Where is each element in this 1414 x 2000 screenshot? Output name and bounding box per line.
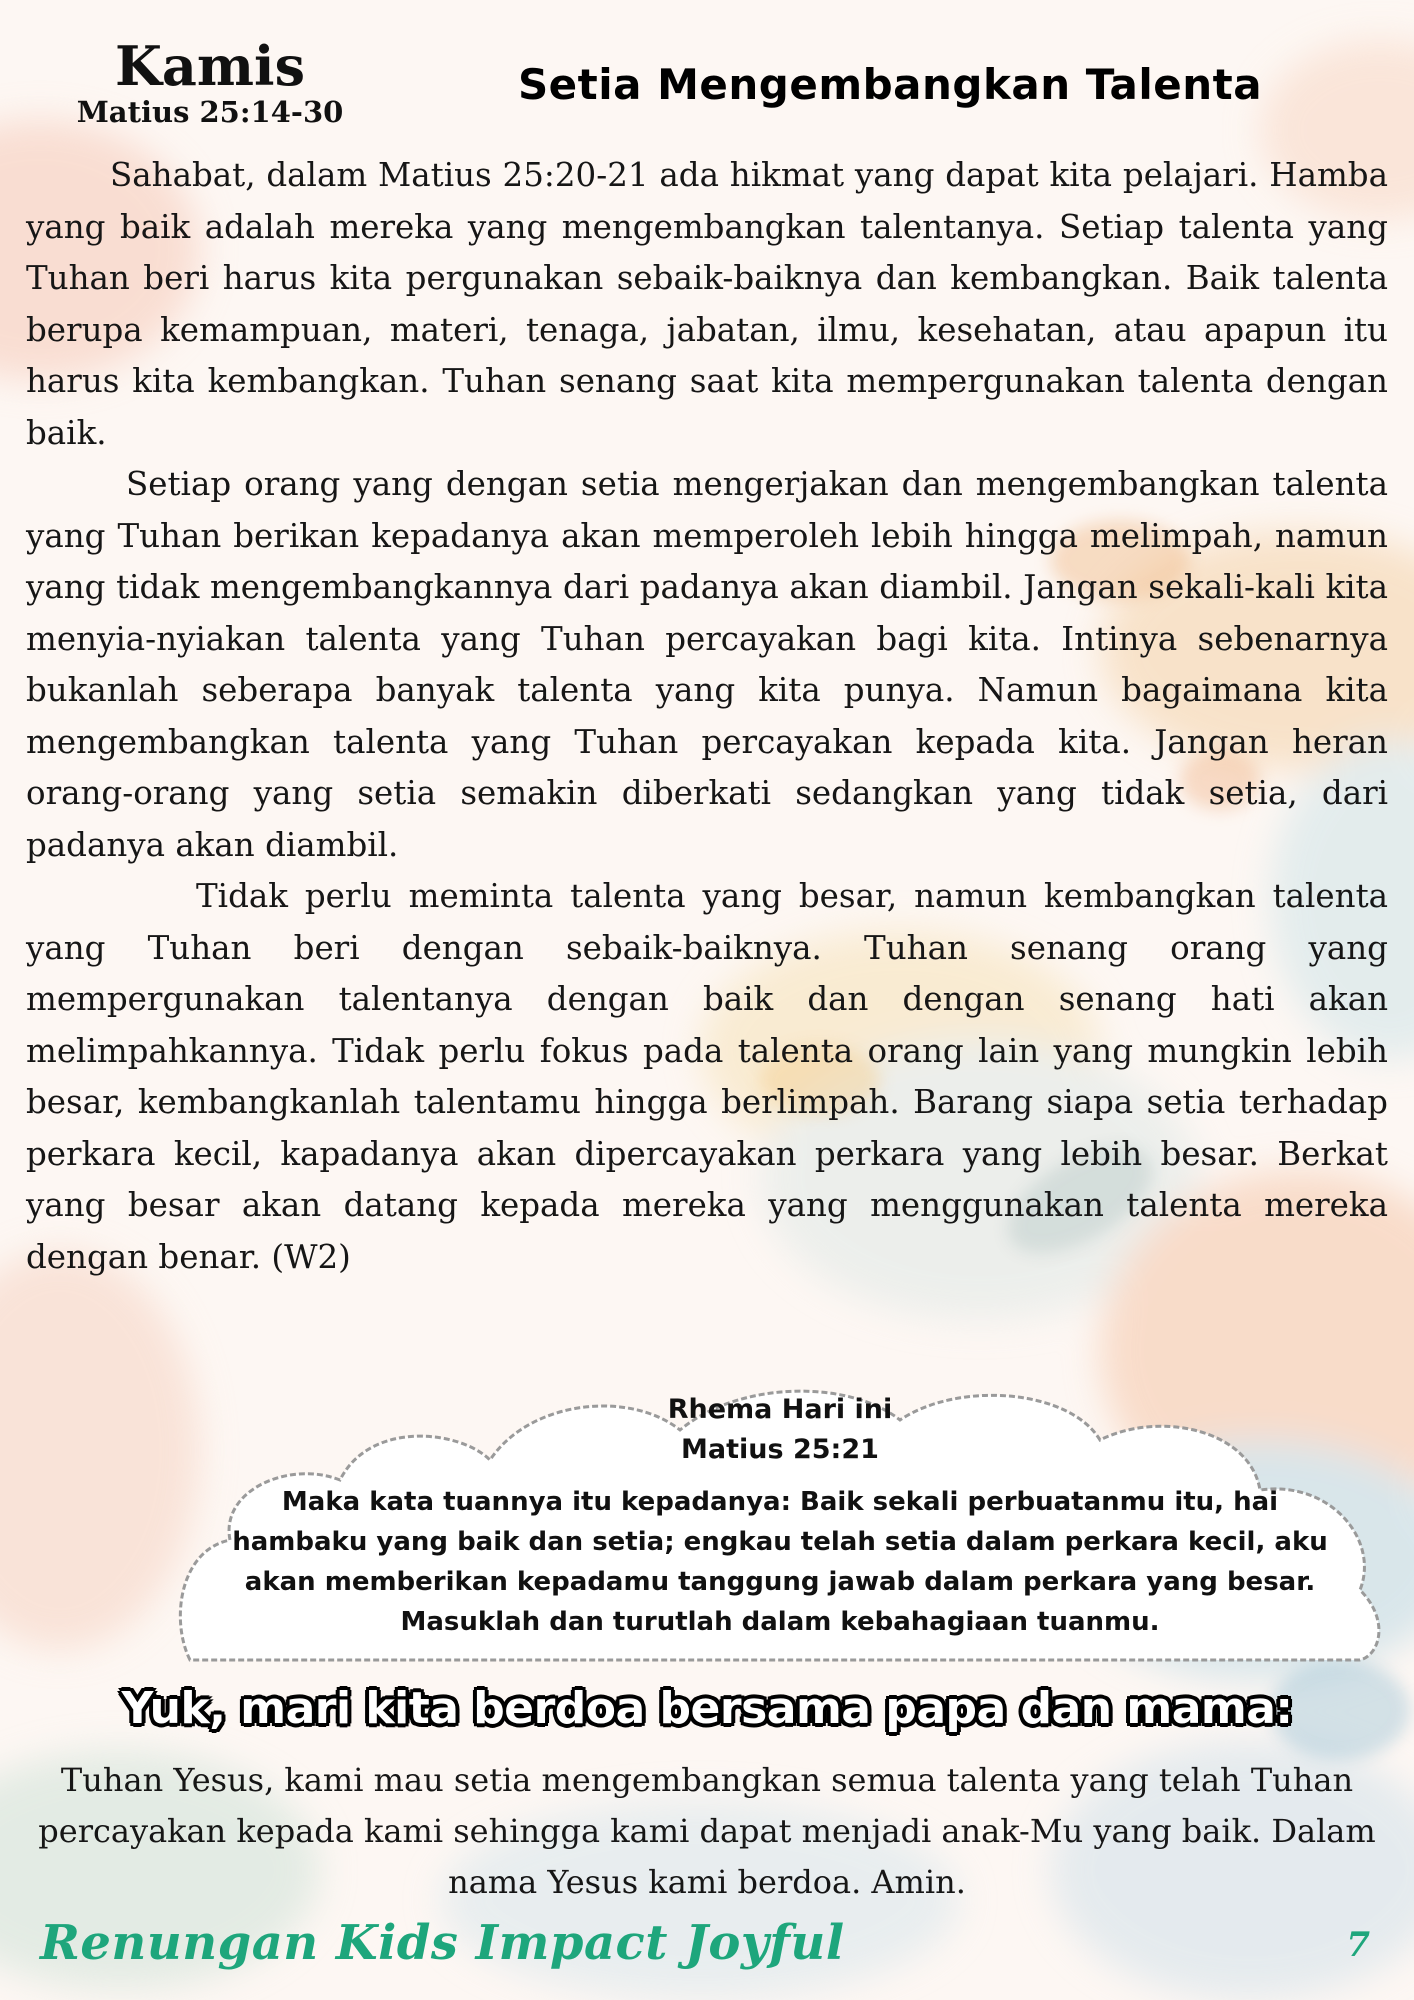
paragraph-1: Sahabat, dalam Matius 25:20-21 ada hikmat yang dapat kita pelajari. Hamba yang baik adalah mereka yang mengembangkan talentanya. Setiap talenta yang Tuhan beri harus kita pergunakan sebaik-baiknya dan kembangkan. Baik talenta berupa kemampuan, materi, tenaga, jabatan, ilmu, kesehatan, atau apapun itu harus kita kembangkan. Tuhan senang saat kita mempergunakan talenta dengan baik. — [26, 156, 1388, 452]
page-title: Setia Mengembangkan Talenta — [517, 60, 1263, 109]
brand-logo-text: Renungan Kids Impact Joyful — [40, 1915, 845, 1971]
rhema-reference: Matius 25:21 — [681, 1434, 879, 1465]
prayer-heading: Yuk, mari kita berdoa bersama papa dan mama: — [121, 1683, 1293, 1734]
prayer-text: Tuhan Yesus, kami mau setia mengembangkan semua talenta yang telah Tuhan percayakan kepada kami sehingga kami dapat menjadi anak-Mu yang baik. Dalam nama Yesus kami berdoa. Amin. — [38, 1761, 1376, 1901]
paragraph-3: Tidak perlu meminta talenta yang besar, namun kembangkan talenta yang Tuhan beri dengan sebaik-baiknya. Tuhan senang orang yang mempergunakan talentanya dengan baik dan dengan senang hati akan melimpahkannya. Tidak perlu fokus pada talenta orang lain yang mungkin lebih besar, kembangkanlah talentamu hingga berlimpah. Barang siapa setia terhadap perkara kecil, kapadanya akan dipercayakan perkara yang lebih besar. Berkat yang besar akan datang kepada mereka yang menggunakan talenta mereka dengan benar. (W2) — [26, 877, 1388, 1276]
day-name: Kamis — [115, 34, 305, 98]
paragraph-2: Setiap orang yang dengan setia mengerjakan dan mengembangkan talenta yang Tuhan berikan kepadanya akan memperoleh lebih hingga melimpah, namun yang tidak mengembangkannya dari padanya akan diambil. Jangan sekali-kali kita menyia-nyiakan talenta yang Tuhan percayakan bagi kita. Intinya sebenarnya bukanlah seberapa banyak talenta yang kita punya. Namun bagaimana kita mengembangkan talenta yang Tuhan percayakan kepada kita. Jangan heran orang-orang yang setia semakin diberkati sedangkan yang tidak setia, dari padanya akan diambil. — [26, 465, 1388, 864]
day-header — [50, 34, 370, 130]
rhema-heading: Rhema Hari ini — [667, 1394, 893, 1425]
devotional-body — [26, 150, 1388, 1283]
page-number: 7 — [1346, 1925, 1370, 1965]
rhema-section — [200, 1390, 1360, 1642]
scripture-reference: Matius 25:14-30 — [76, 95, 344, 129]
rhema-verse: Maka kata tuannya itu kepadanya: Baik sekali perbuatanmu itu, hai hambaku yang baik dan setia; engkau telah setia dalam perkara kecil, aku akan memberikan kepadamu tanggung jawab dalam perkara yang besar. Masuklah dan turutlah dalam kebahagiaan tuanmu. — [232, 1487, 1328, 1637]
